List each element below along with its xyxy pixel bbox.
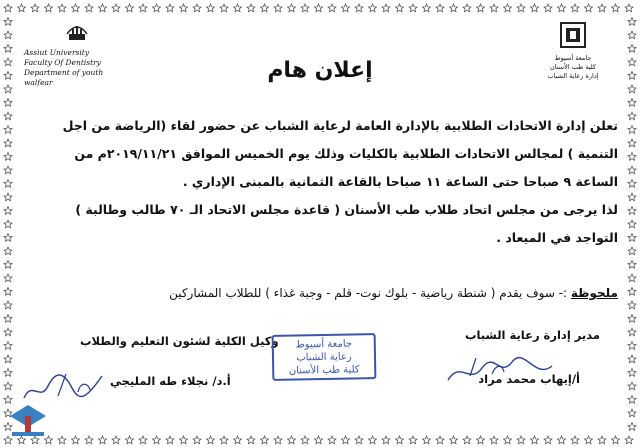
- border-star-icon: [382, 436, 390, 444]
- border-star-icon: [628, 315, 636, 323]
- border-star-icon: [274, 4, 282, 12]
- border-star-icon: [369, 4, 377, 12]
- note-label: ملحوظة: [570, 286, 618, 300]
- border-star-icon: [18, 4, 26, 12]
- border-star-icon: [139, 436, 147, 444]
- border-star-icon: [628, 396, 636, 404]
- header-faculty: Faculty Of Dentistry: [24, 58, 101, 67]
- border-star-icon: [4, 99, 12, 107]
- border-star-icon: [369, 436, 377, 444]
- border-star-icon: [598, 436, 606, 444]
- border-star-icon: [558, 4, 566, 12]
- note-line: [44, 286, 618, 300]
- border-star-icon: [288, 4, 296, 12]
- border-star-icon: [139, 4, 147, 12]
- border-star-icon: [628, 261, 636, 269]
- border-star-icon: [301, 436, 309, 444]
- border-star-icon: [4, 153, 12, 161]
- border-star-icon: [4, 315, 12, 323]
- border-star-icon: [180, 436, 188, 444]
- border-star-icon: [409, 4, 417, 12]
- stamp-line-3: كلية طب الأسنان: [288, 364, 360, 377]
- border-star-icon: [315, 436, 323, 444]
- border-star-icon: [4, 126, 12, 134]
- border-star-icon: [4, 139, 12, 147]
- border-star-icon: [409, 436, 417, 444]
- border-star-icon: [612, 436, 620, 444]
- border-star-icon: [220, 4, 228, 12]
- border-star-icon: [4, 31, 12, 39]
- border-star-icon: [4, 261, 12, 269]
- border-star-icon: [612, 4, 620, 12]
- border-star-icon: [4, 166, 12, 174]
- border-star-icon: [628, 234, 636, 242]
- border-star-icon: [544, 4, 552, 12]
- border-star-icon: [558, 436, 566, 444]
- header-faculty-ar: كلية طب الأسنان: [549, 63, 597, 71]
- border-star-icon: [4, 4, 12, 12]
- border-star-icon: [628, 328, 636, 336]
- border-star-icon: [207, 4, 215, 12]
- border-star-icon: [450, 4, 458, 12]
- border-star-icon: [193, 436, 201, 444]
- border-star-icon: [72, 436, 80, 444]
- border-star-icon: [490, 4, 498, 12]
- border-star-icon: [463, 4, 471, 12]
- border-star-icon: [261, 436, 269, 444]
- border-star-icon: [4, 247, 12, 255]
- border-star-icon: [628, 382, 636, 390]
- body-line-1: تعلن إدارة الاتحادات الطلابية بالإدارة العامة لرعاية الشباب عن حضور لقاء (الرياضة من اجل: [62, 118, 618, 133]
- border-star-icon: [261, 4, 269, 12]
- border-star-icon: [490, 436, 498, 444]
- stamp-line-1: جامعة أسيوط: [295, 338, 353, 351]
- body-line-5: التواجد في الميعاد .: [496, 230, 618, 245]
- border-star-icon: [4, 301, 12, 309]
- border-star-icon: [628, 126, 636, 134]
- border-star-icon: [423, 4, 431, 12]
- border-star-icon: [628, 207, 636, 215]
- border-star-icon: [628, 153, 636, 161]
- border-star-icon: [220, 436, 228, 444]
- border-star-icon: [153, 4, 161, 12]
- border-star-icon: [423, 436, 431, 444]
- faculty-logo-icon: [64, 20, 90, 44]
- header-university-ar: جامعة أسيوط: [554, 54, 592, 62]
- announcement-body: [44, 112, 618, 252]
- border-star-icon: [4, 180, 12, 188]
- border-star-icon: [58, 436, 66, 444]
- border-star-icon: [517, 436, 525, 444]
- border-star-icon: [328, 4, 336, 12]
- border-star-icon: [628, 409, 636, 417]
- border-star-icon: [450, 436, 458, 444]
- border-star-icon: [396, 4, 404, 12]
- border-star-icon: [328, 436, 336, 444]
- body-line-3: الساعة ٩ صباحا حتى الساعة ١١ صباحا بالقاعة الثمانية بالمبنى الإداري .: [182, 174, 618, 189]
- signature-left-title: وكيل الكلية لشئون التعليم والطلاب: [80, 334, 279, 348]
- border-star-icon: [628, 18, 636, 26]
- border-star-icon: [628, 45, 636, 53]
- border-star-icon: [571, 4, 579, 12]
- border-star-icon: [4, 328, 12, 336]
- border-star-icon: [126, 4, 134, 12]
- border-star-icon: [355, 436, 363, 444]
- border-star-icon: [628, 342, 636, 350]
- note-text: :- سوف يقدم ( شنطة رياضية - بلوك نوت- قلم - وجبة غذاء ) للطلاب المشاركين: [169, 286, 568, 300]
- border-star-icon: [288, 436, 296, 444]
- border-star-icon: [436, 436, 444, 444]
- border-star-icon: [4, 234, 12, 242]
- border-star-icon: [628, 288, 636, 296]
- border-star-icon: [628, 99, 636, 107]
- border-star-icon: [585, 4, 593, 12]
- header-university: Assiut University: [24, 48, 90, 57]
- handwritten-signature-left: [18, 362, 108, 406]
- border-star-icon: [166, 4, 174, 12]
- border-star-icon: [598, 4, 606, 12]
- border-star-icon: [571, 436, 579, 444]
- border-star-icon: [531, 436, 539, 444]
- border-star-icon: [31, 4, 39, 12]
- border-star-icon: [85, 4, 93, 12]
- border-star-icon: [628, 423, 636, 431]
- border-star-icon: [628, 247, 636, 255]
- border-star-icon: [436, 4, 444, 12]
- border-star-icon: [628, 31, 636, 39]
- border-star-icon: [625, 4, 633, 12]
- border-star-icon: [4, 45, 12, 53]
- border-star-icon: [628, 193, 636, 201]
- border-star-icon: [544, 436, 552, 444]
- border-star-icon: [85, 436, 93, 444]
- border-star-icon: [4, 288, 12, 296]
- border-star-icon: [193, 4, 201, 12]
- border-star-icon: [628, 369, 636, 377]
- border-star-icon: [628, 166, 636, 174]
- border-star-icon: [517, 4, 525, 12]
- border-star-icon: [477, 4, 485, 12]
- border-star-icon: [247, 4, 255, 12]
- border-star-icon: [274, 436, 282, 444]
- border-star-icon: [4, 382, 12, 390]
- border-star-icon: [207, 436, 215, 444]
- border-star-icon: [301, 4, 309, 12]
- border-star-icon: [342, 436, 350, 444]
- border-star-icon: [4, 342, 12, 350]
- stamp-line-2: رعاية الشباب: [296, 351, 352, 364]
- university-emblem-icon: [558, 20, 588, 50]
- border-star-icon: [531, 4, 539, 12]
- page-title: إعلان هام: [267, 58, 373, 83]
- border-star-icon: [315, 4, 323, 12]
- border-star-icon: [153, 436, 161, 444]
- border-star-icon: [4, 207, 12, 215]
- border-star-icon: [4, 369, 12, 377]
- border-star-icon: [234, 4, 242, 12]
- border-star-icon: [625, 436, 633, 444]
- border-star-icon: [628, 85, 636, 93]
- signature-right-title: مدير إدارة رعاية الشباب: [464, 328, 600, 342]
- border-star-icon: [4, 85, 12, 93]
- border-star-icon: [112, 4, 120, 12]
- header-department: Department of youth walfear: [24, 68, 104, 87]
- border-star-icon: [396, 436, 404, 444]
- border-star-icon: [166, 436, 174, 444]
- border-star-icon: [72, 4, 80, 12]
- border-star-icon: [180, 4, 188, 12]
- official-stamp: [272, 333, 377, 381]
- border-star-icon: [45, 4, 53, 12]
- border-star-icon: [4, 355, 12, 363]
- border-star-icon: [112, 436, 120, 444]
- border-star-icon: [355, 4, 363, 12]
- border-star-icon: [477, 436, 485, 444]
- border-star-icon: [504, 436, 512, 444]
- border-star-icon: [4, 18, 12, 26]
- border-star-icon: [126, 436, 134, 444]
- border-star-icon: [58, 4, 66, 12]
- border-star-icon: [342, 4, 350, 12]
- border-star-icon: [628, 355, 636, 363]
- body-line-2: التنمية ) لمجالس الاتحادات الطلابية بالكليات وذلك يوم الخميس الموافق ٢٠١٩/١١/٢١م من: [74, 146, 618, 161]
- border-star-icon: [247, 436, 255, 444]
- border-star-icon: [628, 112, 636, 120]
- border-star-icon: [628, 139, 636, 147]
- border-star-icon: [628, 220, 636, 228]
- border-star-icon: [234, 436, 242, 444]
- border-star-icon: [628, 301, 636, 309]
- border-star-icon: [585, 436, 593, 444]
- border-star-icon: [463, 436, 471, 444]
- header-department-ar: إدارة رعاية الشباب: [547, 72, 599, 80]
- border-star-icon: [504, 4, 512, 12]
- signature-left-name: أ.د/ نجلاء طه المليجي: [110, 374, 231, 388]
- border-star-icon: [4, 112, 12, 120]
- corner-watermark-logo-icon: [6, 402, 50, 442]
- body-line-4: لذا يرجى من مجلس اتحاد طلاب طب الأسنان ( قاعدة مجلس الاتحاد الـ ٧٠ طالب وطالبة ): [75, 202, 618, 217]
- border-star-icon: [99, 4, 107, 12]
- border-star-icon: [4, 274, 12, 282]
- border-star-icon: [99, 436, 107, 444]
- border-star-icon: [382, 4, 390, 12]
- border-star-icon: [628, 180, 636, 188]
- border-star-icon: [4, 220, 12, 228]
- border-star-icon: [628, 274, 636, 282]
- border-star-icon: [4, 193, 12, 201]
- signature-right-name: أ/إيهاب محمد مراد: [478, 372, 580, 386]
